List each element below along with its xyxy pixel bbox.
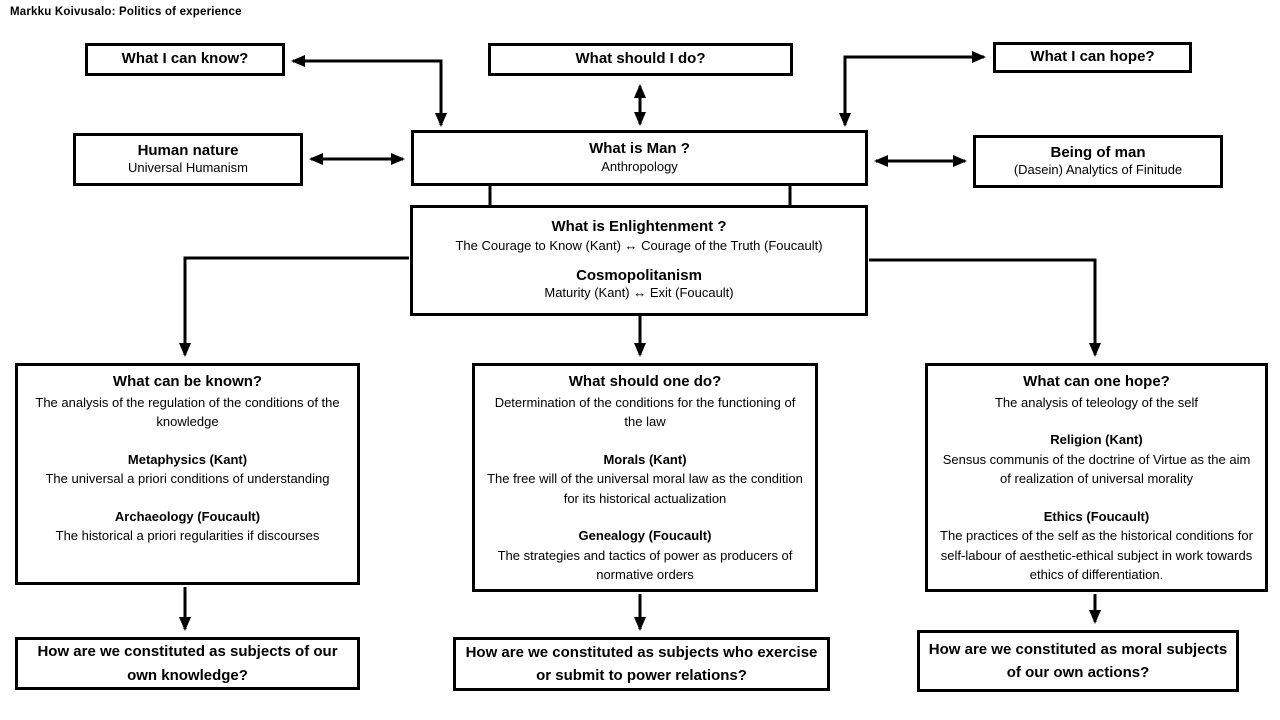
node-title: Human nature	[137, 141, 239, 159]
section-body: The strategies and tactics of power as producers of normative orders	[497, 547, 793, 583]
node-what-can-be-known	[15, 363, 360, 585]
node-what-is-enlightenment	[410, 205, 868, 316]
connector-enlightenment-hope	[869, 260, 1095, 355]
node-title: What I can know?	[121, 50, 249, 68]
question-text: How are we constituted as moral subjects of our own actions?	[928, 640, 1228, 681]
node-subtitle: (Dasein) Analytics of Finitude	[1013, 162, 1183, 178]
section-body: The historical a priori regularities if discourses	[55, 528, 320, 544]
node-subtitle-cosmopolitanism: Cosmopolitanism	[576, 267, 702, 285]
node-subtitle: Universal Humanism	[128, 160, 248, 176]
node-being-of-man	[973, 135, 1223, 188]
question-text: How are we constituted as subjects of our own knowledge?	[37, 643, 338, 684]
node-human-nature	[73, 133, 303, 186]
section-heading-ethics: Ethics (Foucault)	[1043, 508, 1150, 524]
question-text: How are we constituted as subjects who exercise or submit to power relations?	[465, 643, 818, 684]
section-body: The universal a priori conditions of understanding	[45, 471, 330, 487]
section-heading-morals: Morals (Kant)	[603, 451, 687, 467]
section-heading-metaphysics: Metaphysics (Kant)	[127, 451, 248, 467]
node-intro: Determination of the conditions for the functioning of the law	[494, 394, 796, 430]
connector-know-man	[293, 61, 441, 125]
node-question-knowledge	[15, 637, 360, 690]
node-title: Being of man	[1050, 143, 1146, 161]
page-title: Markku Koivusalo: Politics of experience	[10, 6, 242, 18]
node-intro: The analysis of teleology of the self	[994, 394, 1199, 410]
connector-enlightenment-known	[185, 258, 409, 355]
node-what-should-one-do	[472, 363, 818, 592]
node-question-moral	[917, 630, 1239, 692]
enlightenment-kant-foucault-line: The Courage to Know (Kant) ↔ Courage of the Truth (Foucault)	[455, 237, 823, 253]
section-heading-archaeology: Archaeology (Foucault)	[114, 508, 261, 524]
cosmopolitanism-kant-foucault-line: Maturity (Kant) ↔ Exit (Foucault)	[544, 285, 734, 301]
section-heading-genealogy: Genealogy (Foucault)	[578, 528, 712, 544]
section-body: Sensus communis of the doctrine of Virtue as the aim of realization of universal morality	[942, 451, 1251, 487]
connector-man-hope	[845, 57, 984, 125]
node-what-should-i-do	[488, 43, 793, 76]
node-title: What is Man ?	[589, 140, 690, 158]
node-subtitle: Anthropology	[601, 158, 678, 174]
node-what-is-man	[411, 130, 868, 186]
section-heading-religion: Religion (Kant)	[1050, 432, 1143, 448]
node-what-i-can-know	[85, 43, 285, 76]
node-what-can-one-hope	[925, 363, 1268, 592]
node-title: What I can hope?	[1030, 48, 1155, 66]
section-body: The free will of the universal moral law as the condition for its historical actualization	[487, 471, 803, 506]
node-title: What can one hope?	[1023, 373, 1170, 390]
section-body: The practices of the self as the historical conditions for self-labour of aesthetic-ethical subject in work towards ethics of differentiation.	[940, 528, 1253, 583]
node-title: What is Enlightenment ?	[551, 217, 727, 235]
node-title: What can be known?	[112, 373, 263, 390]
node-intro: The analysis of the regulation of the conditions of the knowledge	[35, 394, 340, 430]
node-title: What should I do?	[575, 50, 706, 68]
node-question-power	[453, 637, 830, 691]
node-what-i-can-hope	[993, 42, 1192, 73]
node-title: What should one do?	[568, 373, 722, 390]
